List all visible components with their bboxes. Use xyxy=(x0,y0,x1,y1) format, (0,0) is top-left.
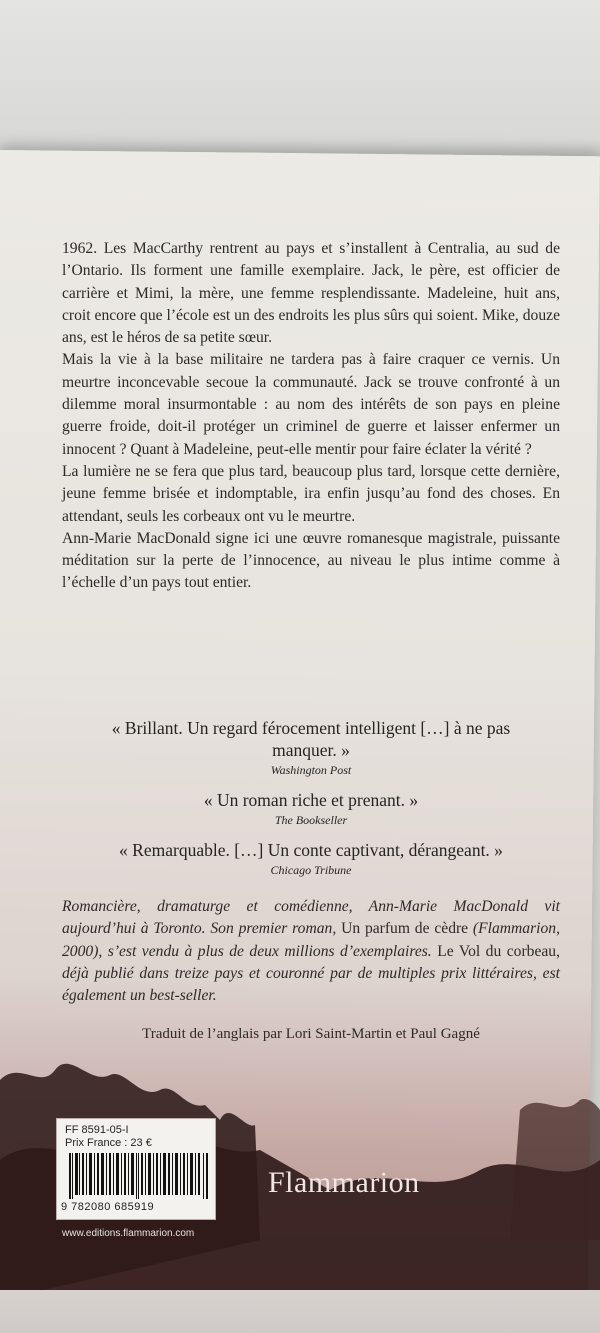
author-bio xyxy=(62,896,560,1007)
press-quotes xyxy=(62,717,560,889)
bio-book-title-1: Un parfum de cèdre xyxy=(341,920,469,938)
quote-2-source: The Bookseller xyxy=(274,813,348,827)
barcode-price: Prix France : 23 € xyxy=(65,1137,152,1149)
barcode-reference: FF 8591-05-I xyxy=(65,1124,129,1136)
summary-paragraph-4: Ann-Marie MacDonald signe ici une œuvre romanesque magistrale, puissante méditation sur la perte de l’innocence, au niveau le plus intime comme à l’échelle d’un pays tout entier. xyxy=(62,529,560,592)
summary-paragraph-1: 1962. Les MacCarthy rentrent au pays et s’installent à Centralia, au sud de l’Ontario. Ils forment une famille exemplaire. Jack, le père, est officier de carrière et Mimi, la mère, une femme resplendissante. Madeleine, huit ans, croit encore que l’école est un des endroits les plus sûrs qui soient. Mike, douze ans, est le héros de sa petite sœur. xyxy=(62,240,560,347)
summary-paragraph-2: Mais la vie à la base militaire ne tardera pas à faire craquer ce vernis. Un meurtre inconcevable secoue la communauté. Jack se trouve confronté à un dilemme moral insurmontable : au nom des intérêts de son pays en pleine guerre froide, doit-il protéger un criminel de guerre et laisser enfermer un innocent ? Quant à Madeleine, peut-elle mentir pour faire éclater la vérité ? xyxy=(62,351,560,458)
quote-1-source: Washington Post xyxy=(270,763,352,777)
summary-paragraph-3: La lumière ne se fera que plus tard, beaucoup plus tard, lorsque cette dernière, jeune femme brisée et indomptable, ira enfin jusqu’au fond des choses. En attendant, seuls les corbeaux ont vu le meurtre. xyxy=(62,462,560,525)
quote-3-source: Chicago Tribune xyxy=(270,863,352,877)
bio-part-1: Romancière, dramaturge et comédienne, Ann-Marie MacDonald vit aujourd’hui à Toronto. Son premier roman, xyxy=(62,898,560,938)
barcode-bars xyxy=(69,1153,209,1199)
translator-credit: Traduit de l’anglais par Lori Saint-Martin et Paul Gagné xyxy=(142,1026,480,1042)
barcode-label xyxy=(56,1118,216,1220)
quote-2-text: « Un roman riche et prenant. » xyxy=(203,790,419,810)
background-bottom xyxy=(0,1290,600,1333)
isbn-number: 9 782080 685919 xyxy=(61,1201,155,1213)
publisher-website: www.editions.flammarion.com xyxy=(62,1228,195,1239)
summary-text xyxy=(62,238,560,595)
publisher-logo: Flammarion xyxy=(268,1166,420,1199)
bio-part-3: déjà publié dans treize pays et couronné par de multiples prix littéraires, est également un best-seller. xyxy=(62,964,560,1005)
bio-book-title-2: Le Vol du corbeau, xyxy=(437,942,560,960)
bio-part-2: (Flammarion, 2000), s’est vendu à plus de deux millions d’exemplaires. xyxy=(62,920,560,960)
quote-1-text: « Brillant. Un regard férocement intelligent […] à ne pas manquer. » xyxy=(111,718,511,760)
quote-3-text: « Remarquable. […] Un conte captivant, dérangeant. » xyxy=(119,840,503,860)
